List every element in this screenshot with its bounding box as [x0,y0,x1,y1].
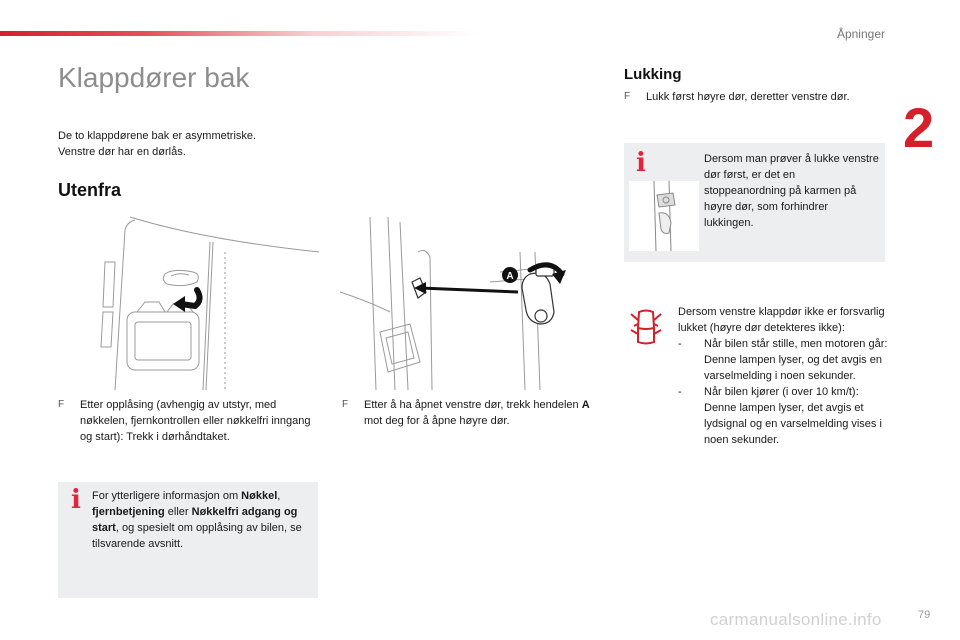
warning-item-stationary-text: Når bilen står stille, men motoren går: Denne lampen lyser, og det avgis en varselmelding i noen sekunder. [704,338,888,382]
step-open-right-door-text-b: mot deg for å åpne høyre dør. [364,415,510,427]
step-open-left-door [58,397,318,445]
step-open-right-door-text-a: Etter å ha åpnet venstre dør, trekk hendelen [364,399,582,411]
dash-marker: - [678,386,682,398]
info-box-key-reference [58,482,318,598]
warning-item-driving-text: Når bilen kjører (i over 10 km/t): Denne lampen lyser, det avgis et lydsignal og en varselmelding vises i noen sekunder. [704,386,882,446]
door-open-warning-icon [630,308,662,348]
rear-door-drawing [85,212,319,390]
warning-item-stationary [678,336,893,384]
warning-text [678,304,893,448]
info-box-closing-stop [624,143,885,262]
step-open-left-door-text: Etter opplåsing (avhengig av utstyr, med nøkkelen, fjernkontrollen eller nøkkelfri inngang og start): Trekk i dørhåndtaket. [80,399,311,443]
info-bold-key: Nøkkel [241,490,278,502]
door-stop-drawing [629,181,699,251]
dash-marker: - [678,338,682,350]
page-title: Klappdører bak [58,62,250,93]
intro-text [58,128,318,160]
rear-door-handle-illustration [85,212,319,390]
step-open-right-door [342,397,602,429]
footer-watermark: carmanualsonline.info [710,610,882,629]
info-text-part: eller [164,506,192,518]
door-stop-illustration [629,181,699,251]
info-text-part: , [277,490,281,502]
bullet-icon: F [58,399,65,410]
bullet-icon: F [342,399,349,410]
warning-item-driving [678,384,893,448]
info-text-part: For ytterligere informasjon om [92,490,242,502]
info-bold-keyless: Nøkkelfri adgang og start [92,506,298,534]
heading-closing: Lukking [624,66,682,83]
intro-line-1: De to klappdørene bak er asymmetriske. [58,130,257,142]
info-icon: i [636,148,646,178]
page-number: 79 [918,609,931,621]
step-close-doors-text: Lukk først høyre dør, deretter venstre dør. [646,91,850,103]
info-closing-stop-text: Dersom man prøver å lukke venstre dør først, er det en stoppeanordning på karmen på høyre dør, som forhindrer lukkingen. [704,153,879,229]
info-key-reference-text [92,488,312,552]
step-close-doors [624,89,894,105]
info-bold-remote: fjernbetjening [92,506,165,518]
lever-drawing [340,212,580,390]
info-icon: i [71,485,81,515]
section-name: Åpninger [836,27,885,41]
heading-outside: Utenfra [58,180,122,200]
chapter-number: 2 [903,96,935,159]
bullet-icon: F [624,91,631,102]
intro-line-2: Venstre dør har en dørlås. [58,146,186,158]
header-accent-bar [0,31,480,36]
warning-intro: Dersom venstre klappdør ikke er forsvarlig lukket (høyre dør detekteres ikke): [678,306,885,334]
lever-label: A [581,399,590,411]
lever-a-illustration [340,212,580,390]
info-text-part: , og spesielt om opplåsing av bilen, se tilsvarende avsnitt. [92,522,302,550]
callout-a-label: A [506,271,514,282]
